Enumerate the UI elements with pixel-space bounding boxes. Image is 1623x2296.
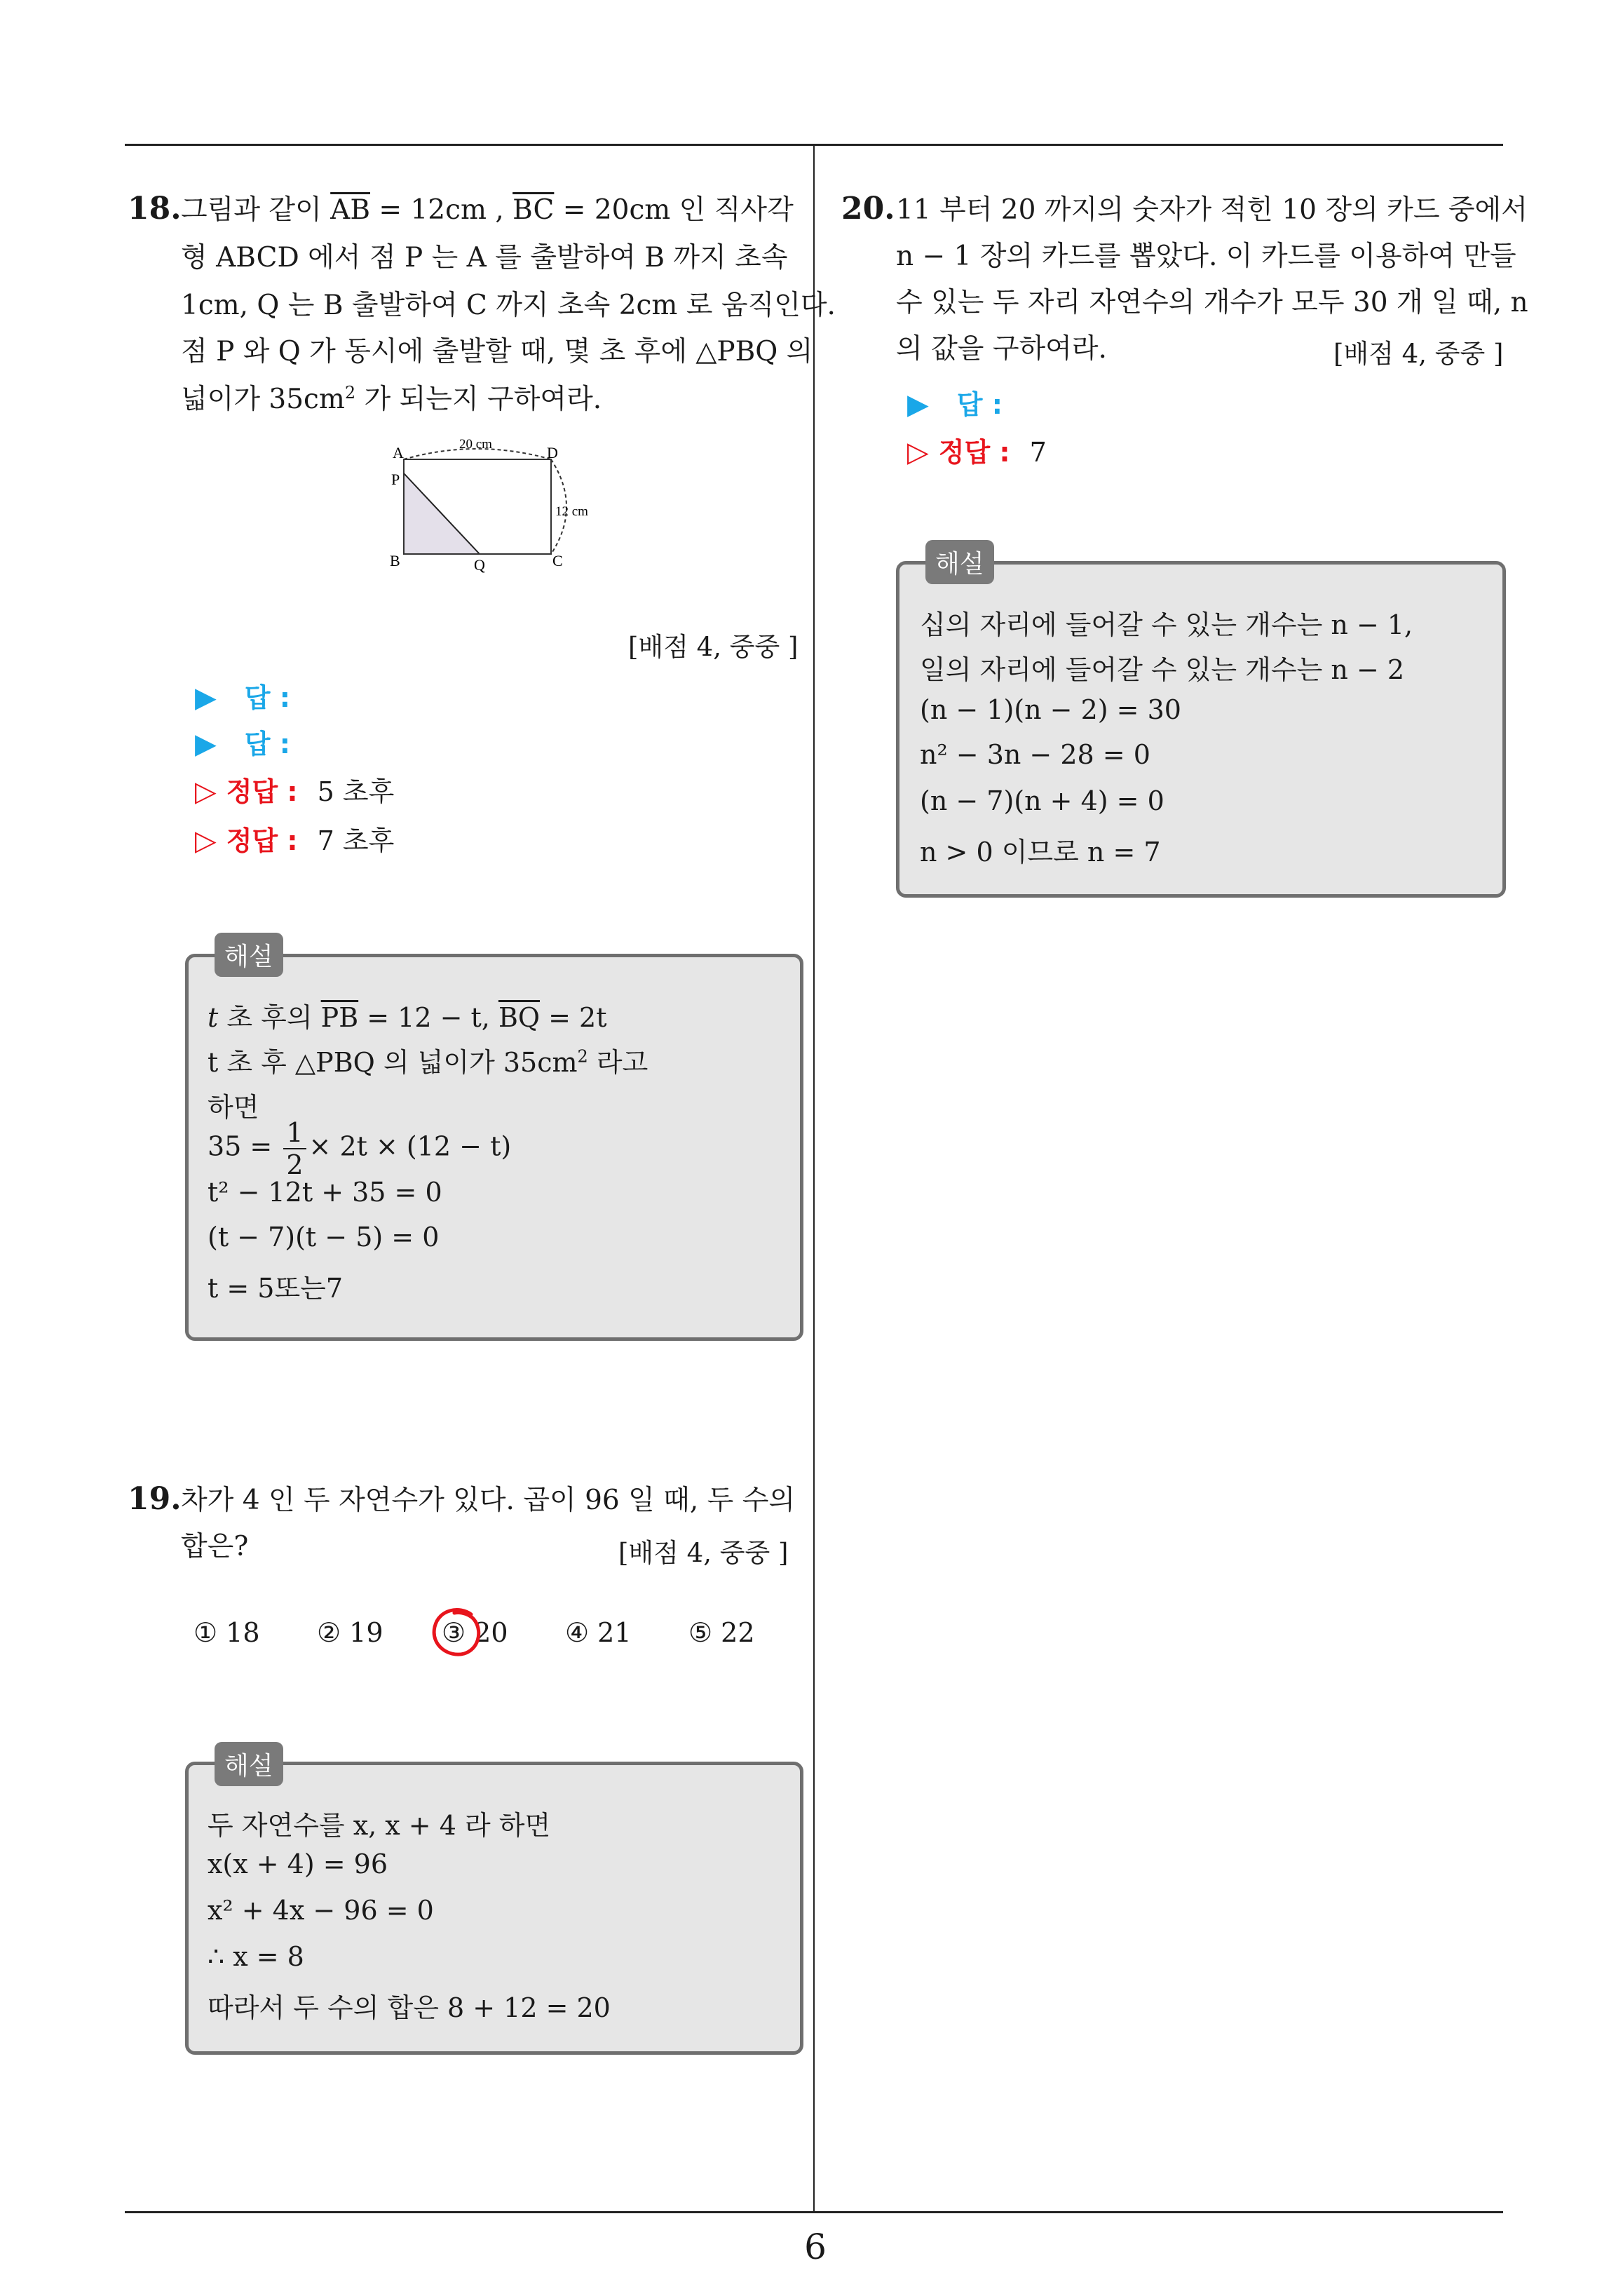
q18-line-3: 1cm, Q 는 B 출발하여 C 까지 초속 2cm 로 움직인다. xyxy=(181,290,836,321)
q18-sol-line-5: t² − 12t + 35 = 0 xyxy=(208,1177,442,1208)
q18-sol-line-6: (t − 7)(t − 5) = 0 xyxy=(208,1222,440,1252)
q18-sol2-b: 라고 xyxy=(588,1047,648,1078)
q18-sol-line-3: 하면 xyxy=(208,1092,259,1123)
choice-1[interactable]: ① 18 xyxy=(193,1617,260,1648)
q18-sol1-a: t xyxy=(208,1002,219,1033)
q18-line-2: 형 ABCD 에서 점 P 는 A 를 출발하여 B 까지 초속 xyxy=(181,242,788,274)
correct-arrow-icon: ▷ xyxy=(195,825,217,857)
q18-answer-row-2 xyxy=(195,722,290,761)
q18-score: [배점 4, 중중 ] xyxy=(628,632,799,662)
q18-sol1-bq: $\overline{BQ}$ xyxy=(498,1002,541,1033)
label-12cm: 12 cm xyxy=(555,504,588,519)
q20-sol-line-6: n > 0 이므로 n = 7 xyxy=(920,837,1161,867)
q18-segment-ab: $\overline{AB}$ xyxy=(330,194,370,226)
answer-label: 답 : xyxy=(244,729,290,759)
label-20cm: 20 cm xyxy=(459,437,492,452)
q18-line-1 xyxy=(181,196,794,224)
q18-sol2-a: t 초 후 △PBQ 의 넓이가 35cm xyxy=(208,1047,578,1078)
answer-label: 답 : xyxy=(956,389,1003,420)
label-b: B xyxy=(390,552,400,569)
q20-correct-row xyxy=(907,431,1047,469)
fraction-one-half xyxy=(283,1119,306,1178)
answer-label: 답 : xyxy=(244,682,290,713)
q20-line-1: 11 부터 20 까지의 숫자가 적힌 10 장의 카드 중에서 xyxy=(896,194,1528,226)
q19-sol-line-4: ∴ x = 8 xyxy=(208,1941,304,1972)
q20-solution-tag: 해설 xyxy=(925,540,994,584)
page-number: 6 xyxy=(804,2227,827,2267)
answer-arrow-icon: ▶ xyxy=(195,682,217,714)
label-q: Q xyxy=(474,556,485,574)
correct-value: 5 초후 xyxy=(317,776,395,807)
q20-line-4: 의 값을 구하여라. xyxy=(896,333,1107,365)
triangle-pbq-shape xyxy=(404,473,480,554)
q20-sol-line-3: (n − 1)(n − 2) = 30 xyxy=(920,694,1181,725)
q19-line-1: 차가 4 인 두 자연수가 있다. 곱이 96 일 때, 두 수의 xyxy=(181,1485,796,1516)
q18-segment-bc: $\overline{BC}$ xyxy=(512,194,555,226)
bottom-rule xyxy=(125,2211,1503,2213)
q18-sol-line-2 xyxy=(208,1041,648,1079)
q19-sol-line-3: x² + 4x − 96 = 0 xyxy=(208,1895,434,1926)
choice-5[interactable]: ⑤ 22 xyxy=(688,1617,755,1648)
q18-sol4-rhs: × 2t × (12 − t) xyxy=(308,1130,512,1162)
correct-arrow-icon: ▷ xyxy=(195,776,217,808)
label-p: P xyxy=(391,471,400,488)
column-divider xyxy=(813,144,815,2213)
q18-sol-line-1 xyxy=(208,996,606,1034)
correct-value: 7 초후 xyxy=(317,825,395,856)
correct-label: 정답 : xyxy=(938,437,1010,468)
correct-arrow-icon: ▷ xyxy=(907,436,929,468)
q18-line1-a: 그림과 같이 xyxy=(181,194,331,226)
correct-label: 정답 : xyxy=(226,776,298,807)
correct-label: 정답 : xyxy=(226,825,298,856)
fraction-numerator: 1 xyxy=(283,1119,306,1149)
choice-3[interactable]: ③ 20 xyxy=(442,1617,508,1648)
q18-correct-row-1 xyxy=(195,770,394,809)
q18-line5-a: 넓이가 35cm xyxy=(181,384,345,415)
q20-sol-line-1: 십의 자리에 들어갈 수 있는 개수는 n − 1, xyxy=(920,609,1413,640)
answer-arrow-icon: ▶ xyxy=(195,728,217,760)
q18-sol1-d: = 2t xyxy=(540,1002,607,1033)
q20-score: [배점 4, 중중 ] xyxy=(1333,339,1504,369)
q18-line5-b: 가 되는지 구하여라. xyxy=(355,384,602,415)
q18-sol2-sup: 2 xyxy=(577,1046,588,1067)
label-d: D xyxy=(547,444,558,461)
q20-sol-line-2: 일의 자리에 들어갈 수 있는 개수는 n − 2 xyxy=(920,654,1405,685)
q18-line1-b: = 12cm , xyxy=(370,194,513,226)
q18-rectangle-figure xyxy=(379,431,617,582)
q18-sol1-pb: $\overline{PB}$ xyxy=(320,1002,359,1033)
q18-correct-row-2 xyxy=(195,819,394,858)
correct-value: 7 xyxy=(1029,437,1047,468)
q20-line-3: 수 있는 두 자리 자연수의 개수가 모두 30 개 일 때, n xyxy=(896,287,1528,318)
q19-line-2: 합은? xyxy=(181,1531,249,1562)
answer-arrow-icon: ▶ xyxy=(907,389,929,421)
q20-answer-row xyxy=(907,383,1003,421)
selected-answer-circle-icon xyxy=(429,1605,484,1661)
q20-number: 20. xyxy=(841,191,895,227)
q18-sol1-b: 초 후의 xyxy=(218,1002,321,1033)
q18-number: 18. xyxy=(128,191,182,227)
q18-sol1-c: = 12 − t, xyxy=(358,1002,498,1033)
q18-line-4: 점 P 와 Q 가 동시에 출발할 때, 몇 초 후에 △PBQ 의 xyxy=(181,336,813,367)
q18-sol4-lhs: 35 = xyxy=(208,1130,281,1162)
q18-line-5 xyxy=(181,384,602,413)
q20-sol-line-4: n² − 3n − 28 = 0 xyxy=(920,739,1150,770)
label-c: C xyxy=(552,552,563,569)
q19-sol-line-1: 두 자연수를 x, x + 4 라 하면 xyxy=(208,1810,551,1841)
q19-number: 19. xyxy=(128,1481,182,1517)
q19-sol-line-2: x(x + 4) = 96 xyxy=(208,1849,388,1879)
q18-line5-sup: 2 xyxy=(344,383,356,403)
q18-sol-line-4 xyxy=(208,1119,511,1178)
q19-sol-line-5: 따라서 두 수의 합은 8 + 12 = 20 xyxy=(208,1992,611,2023)
q20-sol-line-5: (n − 7)(n + 4) = 0 xyxy=(920,785,1164,816)
choice-2[interactable]: ② 19 xyxy=(317,1617,383,1648)
label-a: A xyxy=(393,444,404,461)
q20-line-2: n − 1 장의 카드를 뽑았다. 이 카드를 이용하여 만들 xyxy=(896,241,1516,272)
q19-solution-tag: 해설 xyxy=(215,1742,283,1786)
q18-answer-row-1 xyxy=(195,676,290,715)
q19-score: [배점 4, 중중 ] xyxy=(618,1538,789,1568)
q18-solution-tag: 해설 xyxy=(215,933,283,977)
q18-line1-c: = 20cm 인 직사각 xyxy=(554,194,794,226)
choice-4[interactable]: ④ 21 xyxy=(565,1617,632,1648)
q18-sol-line-7: t = 5또는7 xyxy=(208,1273,344,1304)
fraction-denominator: 2 xyxy=(286,1149,304,1180)
